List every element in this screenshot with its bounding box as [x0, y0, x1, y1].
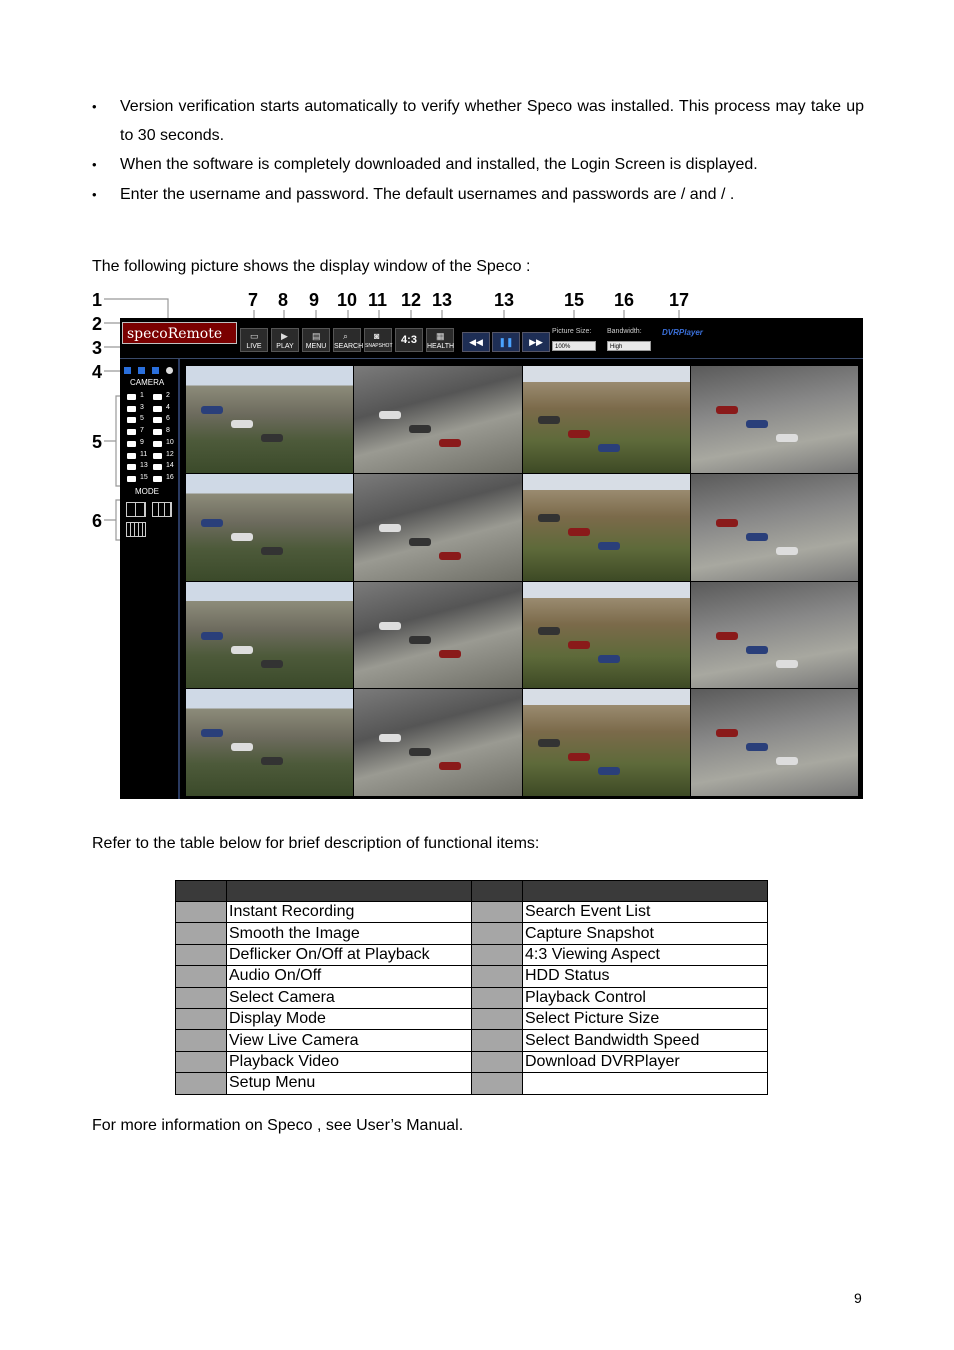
car-shape [716, 729, 738, 737]
callout-11: 11 [368, 290, 388, 310]
smooth-toggle[interactable] [138, 367, 145, 374]
camera-view[interactable] [523, 474, 690, 581]
table-row [176, 966, 768, 987]
car-shape [201, 632, 223, 640]
description-cell: Display Mode [227, 1008, 472, 1029]
camera-number[interactable]: 14 [166, 462, 174, 470]
camera-number[interactable]: 8 [166, 427, 170, 435]
pause-button[interactable]: ❚❚ [492, 332, 520, 352]
callout-2: 2 [92, 314, 103, 334]
car-shape [231, 420, 253, 428]
deflicker-toggle[interactable] [152, 367, 159, 374]
number-cell [472, 923, 523, 944]
number-cell [176, 987, 227, 1008]
mode-16-button[interactable] [126, 522, 146, 537]
hdd-icon: ▦ [436, 331, 445, 341]
description-cell: Playback Control [523, 987, 768, 1008]
camera-view[interactable] [691, 582, 858, 689]
camera-number[interactable]: 16 [166, 473, 174, 481]
camera-icon[interactable] [127, 453, 136, 459]
car-shape [746, 533, 768, 541]
camera-number[interactable]: 10 [166, 438, 174, 446]
car-shape [568, 430, 590, 438]
car-shape [538, 416, 560, 424]
description-cell: Audio On/Off [227, 966, 472, 987]
bullet-login: • Enter the username and password. The default usernames and passwords are / and / . [92, 181, 864, 210]
mode-4-button[interactable] [126, 502, 146, 517]
description-cell: View Live Camera [227, 1030, 472, 1051]
bullet-download-complete: • When the software is completely downloaded and installed, the Login Screen is displayed. [92, 151, 864, 180]
camera-grid [186, 366, 858, 796]
car-shape [409, 748, 431, 756]
table-row [176, 1008, 768, 1029]
camera-view[interactable] [354, 366, 521, 473]
number-cell [176, 1030, 227, 1051]
camera-view[interactable] [523, 689, 690, 796]
car-shape [746, 646, 768, 654]
camera-icon[interactable] [153, 453, 162, 459]
car-shape [776, 434, 798, 442]
callout-1: 1 [92, 290, 103, 310]
bandwidth-select[interactable]: High [607, 341, 651, 351]
description-cell: Instant Recording [227, 902, 472, 923]
camera-number[interactable]: 13 [140, 462, 148, 470]
aspect-button[interactable]: 4:3 [395, 328, 423, 352]
live-button[interactable]: ▭ LIVE [240, 328, 268, 352]
number-cell [472, 966, 523, 987]
camera-icon[interactable] [153, 394, 162, 400]
audio-toggle[interactable] [166, 367, 173, 374]
picture-size-label: Picture Size: [552, 328, 592, 335]
camera-view[interactable] [354, 582, 521, 689]
car-shape [409, 425, 431, 433]
camera-icon[interactable] [153, 406, 162, 412]
description-cell: Select Picture Size [523, 1008, 768, 1029]
search-icon: ⌕ [343, 331, 349, 341]
car-shape [379, 411, 401, 419]
number-cell [176, 1051, 227, 1072]
camera-icon[interactable] [153, 441, 162, 447]
callout-3: 3 [92, 338, 103, 358]
camera-icon[interactable] [153, 429, 162, 435]
car-shape [379, 734, 401, 742]
page-number: 9 [854, 1290, 862, 1306]
camera-view[interactable] [691, 689, 858, 796]
camera-number[interactable]: 2 [166, 392, 170, 399]
car-shape [746, 743, 768, 751]
description-cell: Deflicker On/Off at Playback [227, 944, 472, 965]
table-header-row [176, 881, 768, 902]
record-toggle[interactable] [124, 367, 131, 374]
camera-icon[interactable] [127, 476, 136, 482]
callout-10: 10 [337, 290, 358, 310]
camera-number[interactable]: 5 [140, 415, 144, 423]
number-cell [472, 1030, 523, 1051]
search-button[interactable]: ⌕ SEARCH [333, 328, 361, 352]
callout-13a: 13 [432, 290, 453, 310]
number-cell [176, 1073, 227, 1094]
car-shape [776, 757, 798, 765]
table-row [176, 1051, 768, 1072]
car-shape [231, 533, 253, 541]
callout-8: 8 [278, 290, 289, 310]
camera-view[interactable] [523, 582, 690, 689]
car-shape [201, 406, 223, 414]
number-cell [472, 944, 523, 965]
car-shape [538, 627, 560, 635]
car-shape [439, 650, 461, 658]
car-shape [379, 524, 401, 532]
description-cell: Select Bandwidth Speed [523, 1030, 768, 1051]
car-shape [776, 547, 798, 555]
car-shape [746, 420, 768, 428]
car-shape [201, 519, 223, 527]
number-cell [176, 944, 227, 965]
description-cell: HDD Status [523, 966, 768, 987]
callout-7: 7 [248, 290, 259, 310]
figure-intro: The following picture shows the display window of the Speco : [92, 258, 531, 275]
header-cell [227, 881, 472, 902]
health-button[interactable]: ▦ HEALTH [426, 328, 454, 352]
table-intro: Refer to the table below for brief description of functional items: [92, 835, 540, 852]
bandwidth-label: Bandwidth: [607, 328, 642, 335]
car-shape [568, 753, 590, 761]
speco-remote-window [120, 318, 863, 799]
car-shape [716, 632, 738, 640]
bullet-version-check: • Version verification starts automatically to verify whether Speco was installed. This process may take up to 30 seconds. [92, 93, 864, 150]
camera-number[interactable]: 4 [166, 403, 170, 411]
callout-15: 15 [564, 290, 585, 310]
camera-number[interactable]: 15 [140, 473, 148, 481]
camera-icon[interactable] [127, 464, 136, 470]
callout-9: 9 [309, 290, 320, 310]
car-shape [598, 767, 620, 775]
callout-13b: 13 [494, 290, 515, 310]
car-shape [538, 514, 560, 522]
camera-icon[interactable] [127, 417, 136, 423]
table-row [176, 902, 768, 923]
camera-number[interactable]: 1 [140, 392, 144, 399]
camera-number[interactable]: 6 [166, 415, 170, 423]
description-cell: Capture Snapshot [523, 923, 768, 944]
table-row [176, 944, 768, 965]
camera-number[interactable]: 12 [166, 450, 174, 458]
car-shape [716, 406, 738, 414]
snapshot-button[interactable]: ◙ SNAPSHOT [364, 328, 392, 352]
number-cell [176, 923, 227, 944]
rewind-button[interactable]: ◀◀ [462, 332, 490, 352]
header-cell [523, 881, 768, 902]
car-shape [439, 552, 461, 560]
camera-number[interactable]: 7 [140, 427, 144, 435]
camera-number[interactable]: 11 [140, 450, 148, 458]
forward-button[interactable]: ▶▶ [522, 332, 550, 352]
number-cell [472, 1051, 523, 1072]
camera-view[interactable] [186, 474, 353, 581]
camera-number[interactable]: 9 [140, 438, 144, 446]
description-cell [523, 1073, 768, 1094]
camera-icon[interactable] [127, 394, 136, 400]
callout-5: 5 [92, 432, 103, 452]
mode-label: MODE [135, 487, 159, 496]
number-cell [472, 987, 523, 1008]
table-row [176, 987, 768, 1008]
camera-icon[interactable] [153, 464, 162, 470]
car-shape [716, 519, 738, 527]
menu-button[interactable]: ▤ MENU [302, 328, 330, 352]
description-cell: Playback Video [227, 1051, 472, 1072]
sidebar [120, 359, 180, 799]
car-shape [409, 538, 431, 546]
number-cell [176, 902, 227, 923]
car-shape [568, 528, 590, 536]
table-row [176, 923, 768, 944]
car-shape [261, 757, 283, 765]
callout-12: 12 [401, 290, 422, 310]
car-shape [409, 636, 431, 644]
camera-view[interactable] [691, 474, 858, 581]
camera-view[interactable] [186, 366, 353, 473]
menu-icon: ▤ [312, 331, 321, 341]
car-shape [261, 434, 283, 442]
car-shape [201, 729, 223, 737]
car-shape [538, 739, 560, 747]
picture-size-select[interactable]: 100% [552, 341, 596, 351]
header-cell [176, 881, 227, 902]
table-body [176, 902, 768, 1095]
mode-9-button[interactable] [152, 502, 172, 517]
car-shape [568, 641, 590, 649]
number-cell [472, 902, 523, 923]
car-shape [231, 646, 253, 654]
camera-view[interactable] [186, 689, 353, 796]
dvrplayer-link[interactable]: DVRPlayer [662, 328, 703, 337]
description-cell: Select Camera [227, 987, 472, 1008]
car-shape [439, 762, 461, 770]
camera-view[interactable] [354, 474, 521, 581]
speco-remote-logo: specoRemote [122, 322, 237, 344]
monitor-icon: ▭ [250, 331, 259, 341]
table-row [176, 1030, 768, 1051]
callout-16: 16 [614, 290, 635, 310]
description-cell: 4:3 Viewing Aspect [523, 944, 768, 965]
camera-icon[interactable] [127, 441, 136, 447]
description-cell: Download DVRPlayer [523, 1051, 768, 1072]
car-shape [261, 660, 283, 668]
camera-number[interactable]: 3 [140, 403, 144, 411]
description-cell: Setup Menu [227, 1073, 472, 1094]
number-cell [472, 1073, 523, 1094]
camera-label: CAMERA [130, 378, 165, 387]
camera-icon[interactable] [153, 417, 162, 423]
function-table [175, 880, 768, 1095]
footer-note: For more information on Speco , see User’s Manual. [92, 1117, 464, 1134]
callout-4: 4 [92, 362, 103, 382]
car-shape [776, 660, 798, 668]
car-shape [439, 439, 461, 447]
description-cell: Search Event List [523, 902, 768, 923]
number-cell [176, 1008, 227, 1029]
car-shape [598, 655, 620, 663]
table-row [176, 1073, 768, 1094]
camera-icon: ◙ [374, 331, 380, 341]
header-cell [472, 881, 523, 902]
number-cell [176, 966, 227, 987]
description-cell: Smooth the Image [227, 923, 472, 944]
car-shape [598, 444, 620, 452]
number-cell [472, 1008, 523, 1029]
camera-icon[interactable] [127, 406, 136, 412]
play-icon: ▶ [281, 331, 288, 341]
camera-icon[interactable] [127, 429, 136, 435]
car-shape [231, 743, 253, 751]
camera-icon[interactable] [153, 476, 162, 482]
callout-6: 6 [92, 511, 103, 531]
camera-view[interactable] [354, 689, 521, 796]
camera-view[interactable] [691, 366, 858, 473]
toolbar [120, 318, 863, 359]
camera-view[interactable] [186, 582, 353, 689]
camera-view[interactable] [523, 366, 690, 473]
play-button[interactable]: ▶ PLAY [271, 328, 299, 352]
car-shape [379, 622, 401, 630]
callout-17: 17 [669, 290, 690, 310]
car-shape [598, 542, 620, 550]
car-shape [261, 547, 283, 555]
